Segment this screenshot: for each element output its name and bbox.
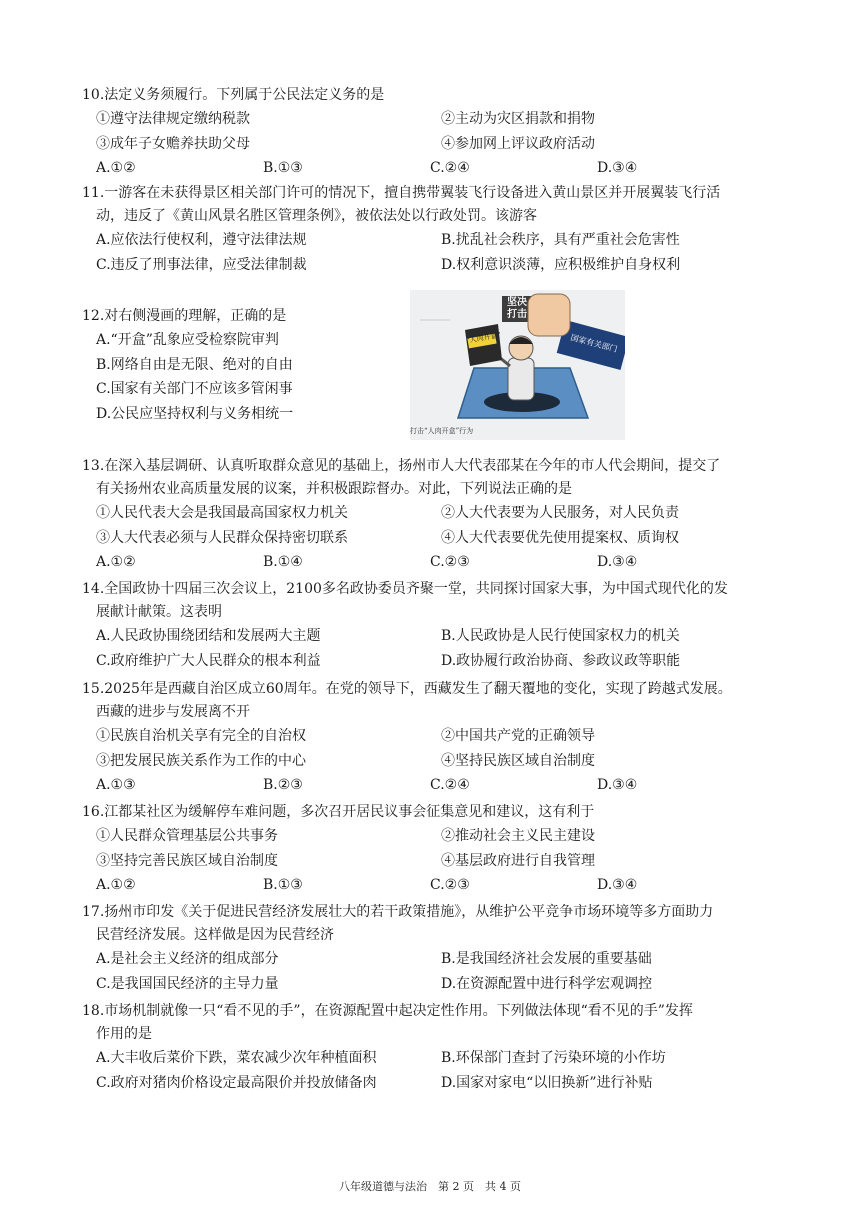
question-12 [82, 305, 402, 426]
option-row [82, 1046, 802, 1071]
man-hair-shape [509, 337, 533, 344]
stem-line-1: 14.全国政协十四届三次会议上，2100多名政协委员齐聚一堂，共同探讨国家大事，为中国式现代化的发 [82, 581, 728, 597]
option-d: D.国家对家电“以旧换新”进行补贴 [441, 1074, 653, 1091]
statement: ②主动为灾区捐款和捐物 [441, 111, 595, 127]
option-d: D.③④ [597, 877, 638, 893]
option-row [82, 873, 802, 898]
option-b [82, 353, 402, 378]
question-17 [82, 901, 802, 996]
stem-line-2: 有关扬州农业高质量发展的议案，并积极跟踪督办。对此，下列说法正确的是 [96, 481, 572, 497]
statement: ④基层政府进行自我管理 [441, 852, 595, 869]
option-c: C.②④ [430, 160, 470, 176]
question-stem [82, 1000, 802, 1046]
option-c: C.是我国国民经济的主导力量 [96, 975, 279, 992]
statement-row [82, 107, 802, 132]
option-b: B.②③ [263, 777, 303, 793]
statement-row [82, 501, 802, 526]
stem-line-2: 作用的是 [96, 1026, 152, 1042]
question-stem [82, 678, 802, 724]
man-body-shape [508, 358, 534, 400]
option-c [82, 377, 402, 402]
option-row [82, 649, 802, 674]
statement: ④坚持民族区域自治制度 [441, 752, 595, 769]
statement-row [82, 849, 802, 874]
statement: ①人民代表大会是我国最高国家权力机关 [96, 505, 348, 521]
option-a: A.应依法行使权利，遵守法律法规 [96, 232, 307, 248]
option-d: D.权利意识淡薄，应积极维护自身权利 [441, 256, 681, 273]
statement: ③人大代表必须与人民群众保持密切联系 [96, 529, 348, 546]
question-15 [82, 678, 802, 798]
option-row [82, 550, 802, 575]
fist-shape [528, 294, 570, 336]
option-b: B.是我国经济社会发展的重要基础 [441, 951, 652, 967]
option-c: C.违反了刑事法律，应受法律制裁 [96, 256, 307, 273]
stem-line-2: 民营经济发展。这样做是因为民营经济 [96, 927, 334, 943]
statement: ①民族自治机关享有完全的自治权 [96, 728, 306, 744]
statement: ③成年子女赡养扶助父母 [96, 135, 250, 152]
statement: ④人大代表要优先使用提案权、质询权 [441, 529, 679, 546]
statement-row [82, 824, 802, 849]
option-d: D.在资源配置中进行科学宏观调控 [441, 975, 653, 992]
option-d [82, 402, 402, 427]
statement-row [82, 132, 802, 157]
question-stem: 12.对右侧漫画的理解，正确的是 [82, 308, 287, 324]
question-10 [82, 84, 802, 181]
option-a: A.人民政协围绕团结和发展两大主题 [96, 628, 321, 644]
stem-line-1: 11.一游客在未获得景区相关部门许可的情况下，擅自携带翼装飞行设备进入黄山景区并开展翼装飞行活 [82, 185, 721, 201]
stem-line-1: 18.市场机制就像一只“看不见的手”，在资源配置中起决定性作用。下列做法体现“看不见的手”发挥 [82, 1003, 693, 1019]
option-row [82, 624, 802, 649]
option-text: B.网络自由是无限、绝对的自由 [96, 356, 293, 373]
statement-row [82, 749, 802, 774]
option-row [82, 947, 802, 972]
question-11 [82, 182, 802, 277]
stem-line-1: 13.在深入基层调研、认真听取群众意见的基础上，扬州市人大代表邵某在今年的市人代会期间，提交了 [82, 458, 721, 474]
option-row [82, 253, 802, 278]
statement: ③坚持完善民族区域自治制度 [96, 852, 278, 869]
option-c: C.②④ [430, 777, 470, 793]
option-b: B.①③ [263, 877, 303, 893]
option-a: A.是社会主义经济的组成部分 [96, 951, 279, 967]
question-16 [82, 801, 802, 898]
option-a: A.①② [96, 877, 136, 893]
option-c: C.政府对猪肉价格设定最高限价并投放储备肉 [96, 1074, 377, 1091]
option-a: A.①② [96, 160, 136, 176]
statement: ①人民群众管理基层公共事务 [96, 828, 278, 844]
question-stem [82, 182, 802, 228]
option-a: A.①② [96, 554, 136, 570]
option-row [82, 1071, 802, 1096]
statement: ②人大代表要为人民服务，对人民负责 [441, 505, 679, 521]
option-d: D.政协履行政治协商、参政议政等职能 [441, 652, 681, 669]
option-text: A.“开盒”乱象应受检察院审判 [96, 332, 279, 348]
option-b: B.①④ [263, 554, 303, 570]
question-stem: 10.法定义务须履行。下列属于公民法定义务的是 [82, 87, 385, 103]
statement: ②中国共产党的正确领导 [441, 728, 595, 744]
option-d: D.③④ [597, 160, 638, 176]
option-d: D.③④ [597, 777, 638, 793]
question-stem: 16.江都某社区为缓解停车难问题，多次召开居民议事会征集意见和建议，这有利于 [82, 804, 595, 820]
statement: ①遵守法律规定缴纳税款 [96, 111, 250, 127]
option-a: A.大丰收后菜价下跌，菜农减少次年种植面积 [96, 1050, 377, 1066]
option-b: B.环保部门查封了污染环境的小作坊 [441, 1050, 666, 1066]
stem-line-2: 动，违反了《黄山风景名胜区管理条例》，被依法处以行政处罚。该游客 [96, 208, 537, 224]
box-label-text: “人肉开盒” [465, 330, 502, 346]
cartoon-illustration [410, 290, 625, 440]
option-b: B.扰乱社会秩序，具有严重社会危害性 [441, 232, 680, 248]
stem-line-2: 西藏的进步与发展离不开 [96, 704, 250, 720]
option-c: C.②③ [430, 877, 470, 893]
option-a: A.①③ [96, 777, 136, 793]
stem-line-1: 15.2025年是西藏自治区成立60周年。在党的领导下，西藏发生了翻天覆地的变化，实现了跨越式发展。 [82, 681, 732, 697]
option-row [82, 972, 802, 997]
question-stem [82, 578, 802, 624]
question-18 [82, 1000, 802, 1095]
cartoon-caption: 打击“人肉开盒”行为 [410, 427, 474, 435]
option-a [82, 328, 402, 353]
statement-row [82, 724, 802, 749]
question-stem [82, 901, 802, 947]
option-text: C.国家有关部门不应该多管闲事 [96, 381, 293, 397]
statement: ④参加网上评议政府活动 [441, 135, 595, 152]
option-b: B.①③ [263, 160, 303, 176]
question-14 [82, 578, 802, 673]
statement: ②推动社会主义民主建设 [441, 828, 595, 844]
stem-line-2: 展献计献策。这表明 [96, 604, 222, 620]
sign-text: 坚决打击 [507, 297, 527, 320]
option-c: C.政府维护广大人民群众的根本利益 [96, 652, 321, 669]
option-c: C.②③ [430, 554, 470, 570]
question-stem [82, 455, 802, 501]
option-row [82, 228, 802, 253]
option-b: B.人民政协是人民行使国家权力的机关 [441, 628, 680, 644]
question-13 [82, 455, 802, 575]
fist-label-text: 国家有关部门 [569, 332, 619, 355]
page-footer: 八年级道德与法治 第 2 页 共 4 页 [339, 1180, 521, 1193]
statement: ③把发展民族关系作为工作的中心 [96, 752, 306, 769]
option-d: D.③④ [597, 554, 638, 570]
statement-row [82, 526, 802, 551]
option-row [82, 156, 802, 181]
stem-line-1: 17.扬州市印发《关于促进民营经济发展壮大的若干政策措施》，从维护公平竞争市场环境等多方面助力 [82, 904, 714, 920]
option-text: D.公民应坚持权利与义务相统一 [96, 405, 294, 422]
option-row [82, 773, 802, 798]
